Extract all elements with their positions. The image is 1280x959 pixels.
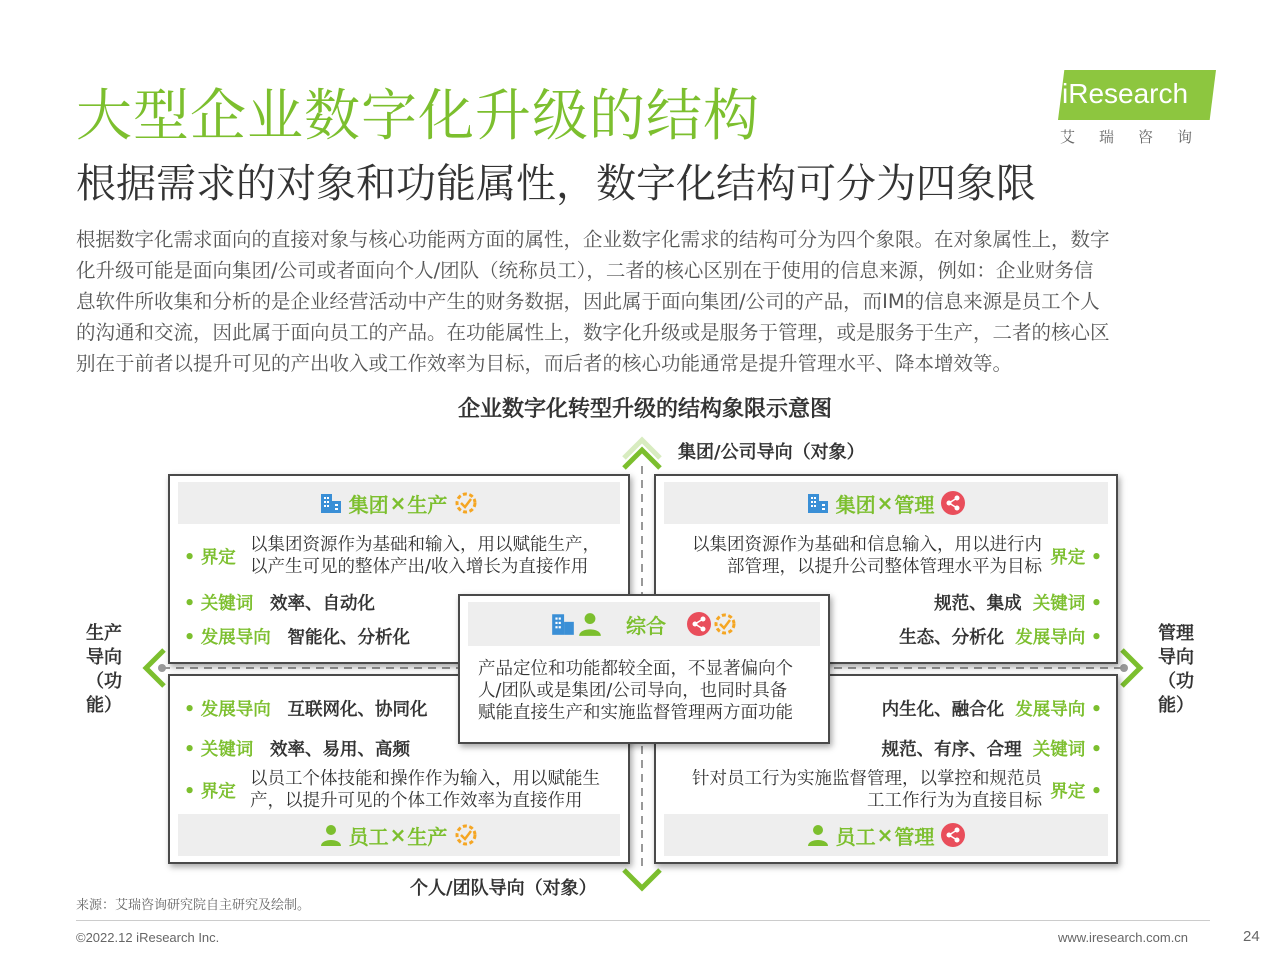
define-label: 界定 xyxy=(200,548,236,568)
axis-right-line: 导向 xyxy=(1158,647,1194,668)
bullet-dot: • xyxy=(1090,628,1102,648)
paragraph-line: 根据数字化需求面向的直接对象与核心功能两方面的属性，企业数字化需求的结构可分为四个象限。在对象属性上，数字 xyxy=(76,228,1110,251)
person-icon xyxy=(576,611,604,637)
quadrant-title-part: 集团 xyxy=(835,492,876,517)
center-line: 人/团队或是集团/公司导向，也同时具备 xyxy=(478,681,788,701)
diagram-title: 企业数字化转型升级的结构象限示意图 xyxy=(457,397,832,422)
axis-left-line: 能） xyxy=(86,695,122,716)
building-icon xyxy=(550,611,576,637)
center-line: 产品定位和功能都较全面，不显著偏向个 xyxy=(478,659,793,679)
bullet-dot: • xyxy=(184,700,196,720)
axis-right-line: 能） xyxy=(1158,695,1194,716)
direction-row xyxy=(899,624,1102,649)
define-label: 界定 xyxy=(200,782,236,802)
quadrant-title-part: 管理 xyxy=(894,492,935,517)
axis-top-label: 集团/公司导向（对象） xyxy=(678,442,865,463)
quadrant-title-part: 员工 xyxy=(348,824,389,849)
define-line: 部管理，以提升公司整体管理水平为目标 xyxy=(727,557,1042,577)
define-text xyxy=(686,534,1042,578)
center-description xyxy=(478,658,793,724)
axis-right-label xyxy=(1158,622,1206,718)
paragraph-line: 息软件所收集和分析的是企业经营活动中产生的财务数据，因此属于面向集团/公司的产品，而IM的信息来源是员工个人 xyxy=(76,290,1100,313)
direction-value: 内生化、融合化 xyxy=(881,700,1005,720)
paragraph-line: 别在于前者以提升可见的产出收入或工作效率为目标，而后者的核心功能通常是提升管理水平、降本增效等。 xyxy=(76,352,1013,375)
source-note: 来源：艾瑞咨询研究院自主研究及绘制。 xyxy=(76,898,311,913)
axis-left-line: （功 xyxy=(86,671,122,692)
axis-right-line: （功 xyxy=(1158,671,1194,692)
define-line: 以集团资源作为基础和信息输入，用以进行内 xyxy=(692,535,1042,555)
direction-label: 发展导向 xyxy=(200,700,271,720)
bullet-dot: • xyxy=(184,628,196,648)
define-label: 界定 xyxy=(1050,548,1086,568)
website-link[interactable]: www.iresearch.com.cn xyxy=(1058,930,1189,945)
times-sign: × xyxy=(876,823,894,847)
times-sign: × xyxy=(389,823,407,847)
building-icon xyxy=(319,491,343,515)
keywords-value: 效率、易用、高频 xyxy=(269,740,410,760)
quadrant-header xyxy=(178,814,620,856)
define-line: 以集团资源作为基础和输入，用以赋能生产， xyxy=(250,535,600,555)
footer-divider xyxy=(76,920,1210,921)
quadrant-title-part: 集团 xyxy=(348,492,389,517)
center-comprehensive-box xyxy=(458,594,830,744)
keywords-row xyxy=(934,590,1102,615)
keywords-label: 关键词 xyxy=(1032,740,1086,760)
define-line: 以员工个体技能和操作作为输入，用以赋能生 xyxy=(250,769,600,789)
bullet-dot: • xyxy=(1090,700,1102,720)
paragraph-line: 化升级可能是面向集团/公司或者面向个人/团队（统称员工），二者的核心区别在于使用的信息来源，例如：企业财务信 xyxy=(76,259,1094,282)
keywords-row xyxy=(184,736,410,761)
axis-right-line: 管理 xyxy=(1158,623,1194,644)
logo-chinese-text: 艾瑞咨询 xyxy=(1060,128,1217,146)
bullet-dot: • xyxy=(184,548,196,568)
direction-row xyxy=(882,696,1102,721)
network-icon xyxy=(940,822,966,848)
define-line: 工工作行为为直接目标 xyxy=(867,791,1042,811)
direction-label: 发展导向 xyxy=(1015,700,1086,720)
copyright: ©2022.12 iResearch Inc. xyxy=(76,930,220,945)
axis-bottom-label: 个人/团队导向（对象） xyxy=(410,878,597,899)
keywords-row xyxy=(882,736,1102,761)
bullet-dot: • xyxy=(1090,594,1102,614)
keywords-label: 关键词 xyxy=(200,594,254,614)
logo-text: iResearch xyxy=(1062,78,1189,109)
network-icon xyxy=(940,490,966,516)
bullet-dot: • xyxy=(184,594,196,614)
gear-icon xyxy=(453,490,479,516)
quadrant-title-part: 管理 xyxy=(894,824,935,849)
direction-value: 互联网化、协同化 xyxy=(287,700,428,720)
direction-value: 智能化、分析化 xyxy=(287,628,410,648)
arrow-down-icon xyxy=(624,870,660,888)
keywords-label: 关键词 xyxy=(200,740,254,760)
axis-dot-left xyxy=(158,664,166,672)
page-number: 24 xyxy=(1243,928,1260,945)
paragraph-line: 的沟通和交流，因此属于面向员工的产品。在功能属性上，数字化升级或是服务于管理，或是服务于生产，二者的核心区 xyxy=(76,321,1110,344)
define-label: 界定 xyxy=(1050,782,1086,802)
axis-left-line: 导向 xyxy=(86,647,122,668)
direction-row xyxy=(184,696,427,721)
direction-value: 生态、分析化 xyxy=(899,628,1005,648)
define-line: 以产生可见的整体产出/收入增长为直接作用 xyxy=(250,557,589,577)
person-icon xyxy=(806,823,830,847)
direction-label: 发展导向 xyxy=(1015,628,1086,648)
define-row xyxy=(184,778,236,803)
person-icon xyxy=(319,823,343,847)
quadrant-header xyxy=(664,814,1108,856)
define-line: 产，以提升可见的个体工作效率为直接作用 xyxy=(250,791,583,811)
bullet-dot: • xyxy=(1090,740,1102,760)
bullet-dot: • xyxy=(1090,782,1102,802)
quadrant-header xyxy=(178,482,620,524)
times-sign: × xyxy=(389,491,407,515)
define-text xyxy=(250,768,600,812)
define-line: 针对员工行为实施监督管理，以掌控和规范员 xyxy=(692,769,1042,789)
axis-left-label xyxy=(86,622,134,718)
building-icon xyxy=(806,491,830,515)
keywords-row xyxy=(184,590,375,615)
define-text xyxy=(686,768,1042,812)
define-text xyxy=(250,534,600,578)
axis-left-line: 生产 xyxy=(86,623,122,644)
define-row xyxy=(184,544,236,569)
keywords-label: 关键词 xyxy=(1032,594,1086,614)
define-row xyxy=(1050,544,1102,569)
gear-icon xyxy=(712,611,738,637)
axis-dot-right xyxy=(1120,664,1128,672)
define-row xyxy=(1050,778,1102,803)
quadrant-header xyxy=(664,482,1108,524)
direction-label: 发展导向 xyxy=(200,628,271,648)
direction-row xyxy=(184,624,410,649)
center-title: 综合 xyxy=(626,613,666,638)
keywords-value: 规范、集成 xyxy=(934,594,1022,614)
page-title: 大型企业数字化升级的结构 xyxy=(76,84,760,149)
network-icon xyxy=(686,611,712,637)
page-subtitle: 根据需求的对象和功能属性，数字化结构可分为四象限 xyxy=(76,161,1036,207)
center-header xyxy=(468,602,820,646)
keywords-value: 规范、有序、合理 xyxy=(881,740,1022,760)
times-sign: × xyxy=(876,491,894,515)
quadrant-title-part: 生产 xyxy=(407,824,448,849)
quadrant-title-part: 生产 xyxy=(407,492,448,517)
bullet-dot: • xyxy=(184,782,196,802)
bullet-dot: • xyxy=(1090,548,1102,568)
bullet-dot: • xyxy=(184,740,196,760)
keywords-value: 效率、自动化 xyxy=(269,594,375,614)
gear-icon xyxy=(453,822,479,848)
center-line: 赋能直接生产和实施监督管理两方面功能 xyxy=(478,703,793,723)
quadrant-title-part: 员工 xyxy=(835,824,876,849)
